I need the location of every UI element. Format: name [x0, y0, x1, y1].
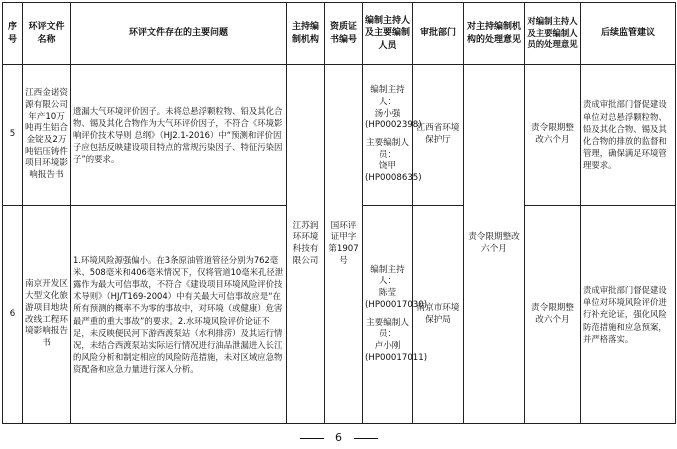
row6-people-line6: (HP00017011) — [365, 352, 428, 363]
row5-seq: 5 — [3, 65, 23, 206]
row6-people-line4: 主要编制人员： — [366, 317, 409, 340]
page-footer — [0, 431, 677, 444]
page-number: 6 — [335, 431, 342, 444]
row5-people-line6: (HP0008635) — [365, 173, 422, 184]
table-row-5 — [3, 65, 676, 206]
org-cell: 江苏润环环境科技有限公司 — [287, 65, 325, 424]
row6-people-line2: 陈莹 — [378, 288, 397, 299]
row5-people-line1: 编制主持人： — [370, 85, 405, 107]
row6-followup: 责成审批部门督促建设单位对环境风险评价进行补充论证，强化风险防范措施和应急预案，并严格落实。 — [581, 206, 676, 424]
header-org-action: 对主持编制机构的处理意见 — [464, 3, 525, 65]
footer-dash-right — [354, 438, 378, 439]
row5-people-line2: 汤小强 — [374, 108, 401, 119]
footer-dash-left — [300, 438, 324, 439]
row6-approver: 南京市环境保护局 — [413, 206, 464, 424]
header-approver: 审批部门 — [413, 3, 464, 65]
row5-doc: 江西金诺资源有限公司年产10万吨再生铝合金锭及2万吨铝压铸件项目环境影响报告书 — [23, 65, 71, 206]
row6-seq: 6 — [3, 206, 23, 424]
row6-people-line1: 编制主持人： — [370, 264, 405, 287]
row6-people-line3: (HP00017030) — [365, 299, 428, 310]
row5-people-line5: 饶甲 — [378, 161, 397, 172]
row6-people — [363, 206, 428, 424]
org-action-cell: 责令限期整改六个月 — [464, 65, 525, 424]
row5-followup: 责成审批部门督促建设单位对总悬浮颗粒物、铅及其化合物、锡及其化合物的排放的监督和管理，确保满足环境管理要求。 — [581, 65, 676, 206]
review-table — [2, 2, 676, 424]
row5-issues: 遗漏大气环境评价因子。未将总悬浮颗粒物、铅及其化合物、锡及其化合物作为大气环评价因子，不符合《环境影响评价技术导则 总纲》（HJ2.1-2016）中“预测和评价因子应包括反映建设项目特点的常规污染因子、特征污染因子”的要求。 — [71, 65, 287, 206]
cert-cell: 国环评证甲字第1907号 — [325, 65, 363, 424]
row5-approver: 江西省环境保护厅 — [413, 65, 464, 206]
row5-people-line4: 主要编制人员： — [366, 138, 409, 160]
header-people: 编制主持人及主要编制人员 — [363, 3, 413, 65]
header-issues: 环评文件存在的主要问题 — [71, 3, 287, 65]
row6-doc: 南京开发区大型文化旅游项目地块改线工程环境影响报告书 — [23, 206, 71, 424]
header-followup: 后续监管建议 — [581, 3, 676, 65]
row5-people-action: 责令限期整改六个月 — [525, 65, 581, 206]
header-people-action: 对编制主持人及主要编制人员的处理意见 — [525, 3, 581, 65]
row6-people-action: 责令限期整改六个月 — [525, 206, 581, 424]
header-row — [3, 3, 676, 65]
header-seq: 序号 — [3, 3, 23, 65]
row5-people-line3: (HP0002398) — [365, 120, 422, 131]
row5-people — [363, 65, 422, 206]
header-doc: 环评文件名称 — [23, 3, 71, 65]
header-cert: 资质证书编号 — [325, 3, 363, 65]
row6-issues: 1.环境风险源强偏小。在3条原油管道管径分别为762毫米、508毫米和406毫米情况下，仅将管道10毫米孔径泄露作为最大可信事故，不符合《建设项目环境风险评价技术导则》（HJ/T169-2004）中有关最大可信事故应是“在所有预测的概率不为零的事故中，对环境（或健康）危害最严重的重大事故”的要求。2.水环境风险评价论证不足，未反映便民河下游西渡泵站（水利排涝）及其运行情况，未结合西渡泵站实际运行情况进行油品泄漏进入长江的风险分析和制定相应的风险防范措施，未对区域应急物资配备和应急力量进行深入分析。 — [71, 206, 287, 424]
row6-people-line5: 卢小刚 — [374, 340, 401, 351]
header-org: 主持编制机构 — [287, 3, 325, 65]
